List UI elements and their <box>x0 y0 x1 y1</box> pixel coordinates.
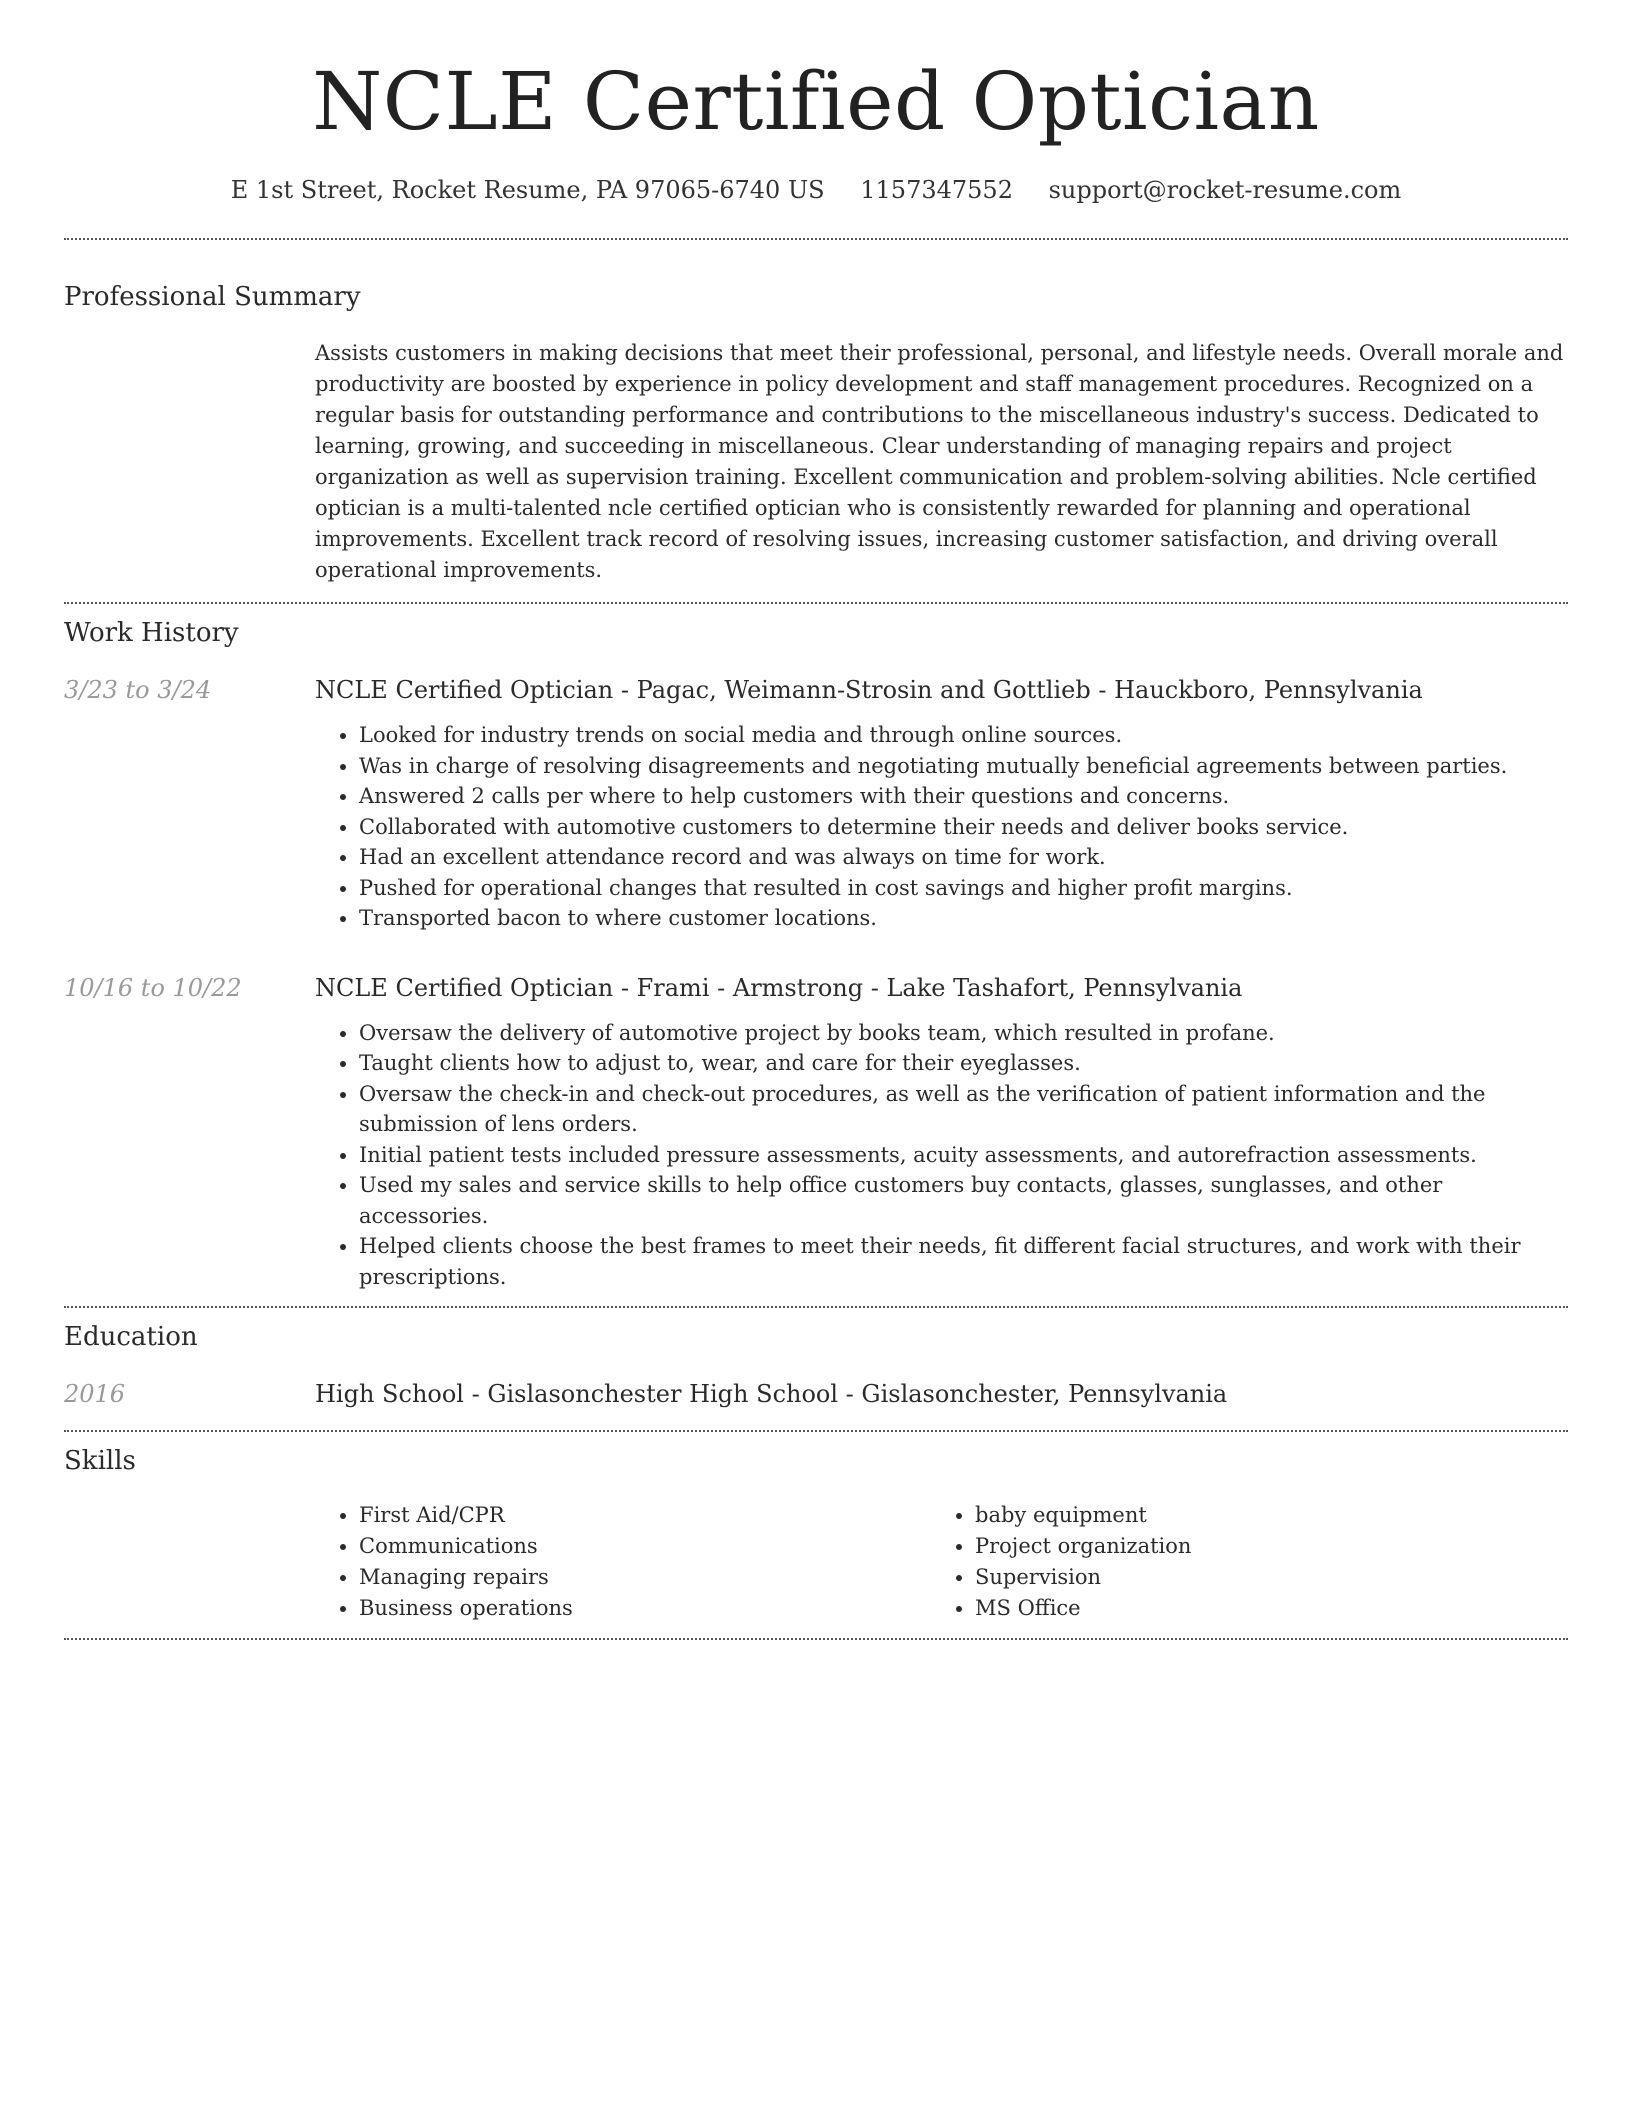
job-bullet: • Transported bacon to where customer locations. <box>359 903 1568 934</box>
job-bullet: • Used my sales and service skills to help office customers buy contacts, glasses, sunglasses, and other accessories. <box>359 1170 1568 1231</box>
job-bullet: • Initial patient tests included pressure assessments, acuity assessments, and autorefraction assessments. <box>359 1140 1568 1171</box>
job-bullet: • Taught clients how to adjust to, wear, and care for their eyeglasses. <box>359 1048 1568 1079</box>
summary-spacer <box>64 338 315 586</box>
job-heading: NCLE Certified Optician - Frami - Armstrong - Lake Tashafort, Pennsylvania <box>315 973 1243 1002</box>
contact-phone: 1157347552 <box>860 176 1013 204</box>
summary-divider <box>64 602 1568 604</box>
job-bullet: • Helped clients choose the best frames to meet their needs, fit different facial structures, and work with their prescriptions. <box>359 1231 1568 1292</box>
job-entry <box>64 674 1568 934</box>
skills-list-column-1 <box>315 1500 931 1624</box>
education-entry <box>64 1378 1568 1410</box>
job-entry <box>64 972 1568 1293</box>
job-bullet: • Answered 2 calls per where to help customers with their questions and concerns. <box>359 781 1568 812</box>
contact-line <box>64 174 1568 206</box>
skill-item: • Communications <box>359 1531 931 1562</box>
summary-text: Assists customers in making decisions that meet their professional, personal, and lifestyle needs. Overall morale and productivity are boosted by experience in policy development and staff management procedures. Recognized on a regular basis for outstanding performance and contributions to the miscellaneous industry's success. Dedicated to learning, growing, and succeeding in miscellaneous. Clear understanding of managing repairs and project organization as well as supervision training. Excellent communication and problem-solving abilities. Ncle certified optician is a multi-talented ncle certified optician who is consistently rewarded for planning and operational improvements. Excellent track record of resolving issues, increasing customer satisfaction, and driving overall operational improvements. <box>315 341 1564 582</box>
skill-item: • First Aid/CPR <box>359 1500 931 1531</box>
contact-email: support@rocket-resume.com <box>1048 176 1402 204</box>
education-heading: High School - Gislasonchester High School - Gislasonchester, Pennsylvania <box>315 1380 1228 1408</box>
skill-item: • MS Office <box>975 1593 1568 1624</box>
skills-list-column-2 <box>931 1500 1568 1624</box>
job-bullet: • Looked for industry trends on social media and through online sources. <box>359 720 1568 751</box>
skills-section <box>64 1444 1568 1624</box>
job-dates: 3/23 to 3/24 <box>64 676 212 704</box>
skill-item: • Project organization <box>975 1531 1568 1562</box>
job-bullet: • Collaborated with automotive customers to determine their needs and deliver books service. <box>359 812 1568 843</box>
job-bullet: • Was in charge of resolving disagreements and negotiating mutually beneficial agreements between parties. <box>359 751 1568 782</box>
work-history-section <box>64 616 1568 1292</box>
work-history-divider <box>64 1306 1568 1308</box>
header-divider <box>64 238 1568 240</box>
skills-spacer <box>64 1500 315 1624</box>
skill-item: • Business operations <box>359 1593 931 1624</box>
work-history-section-title: Work History <box>64 618 239 648</box>
job-bullet: • Had an excellent attendance record and was always on time for work. <box>359 842 1568 873</box>
job-bullets <box>315 1018 1568 1293</box>
contact-address: E 1st Street, Rocket Resume, PA 97065-6740 US <box>230 176 825 204</box>
skills-grid <box>315 1500 1568 1624</box>
job-bullet: • Oversaw the delivery of automotive project by books team, which resulted in profane. <box>359 1018 1568 1049</box>
skills-divider <box>64 1638 1568 1640</box>
summary-section <box>64 280 1568 586</box>
skills-section-title: Skills <box>64 1446 136 1476</box>
candidate-name: NCLE Certified Optician <box>312 55 1320 148</box>
education-divider <box>64 1430 1568 1432</box>
job-heading: NCLE Certified Optician - Pagac, Weimann-Strosin and Gottlieb - Hauckboro, Pennsylvania <box>315 676 1423 704</box>
job-bullet: • Pushed for operational changes that resulted in cost savings and higher profit margins. <box>359 873 1568 904</box>
summary-section-title: Professional Summary <box>64 282 361 312</box>
job-dates: 10/16 to 10/22 <box>64 973 242 1002</box>
education-section-title: Education <box>64 1322 198 1352</box>
skill-item: • Managing repairs <box>359 1562 931 1593</box>
job-bullets <box>315 720 1568 934</box>
skill-item: • Supervision <box>975 1562 1568 1593</box>
job-bullet: • Oversaw the check-in and check-out procedures, as well as the verification of patient information and the submission of lens orders. <box>359 1079 1568 1140</box>
skill-item: • baby equipment <box>975 1500 1568 1531</box>
education-year: 2016 <box>64 1380 126 1408</box>
education-section <box>64 1320 1568 1410</box>
